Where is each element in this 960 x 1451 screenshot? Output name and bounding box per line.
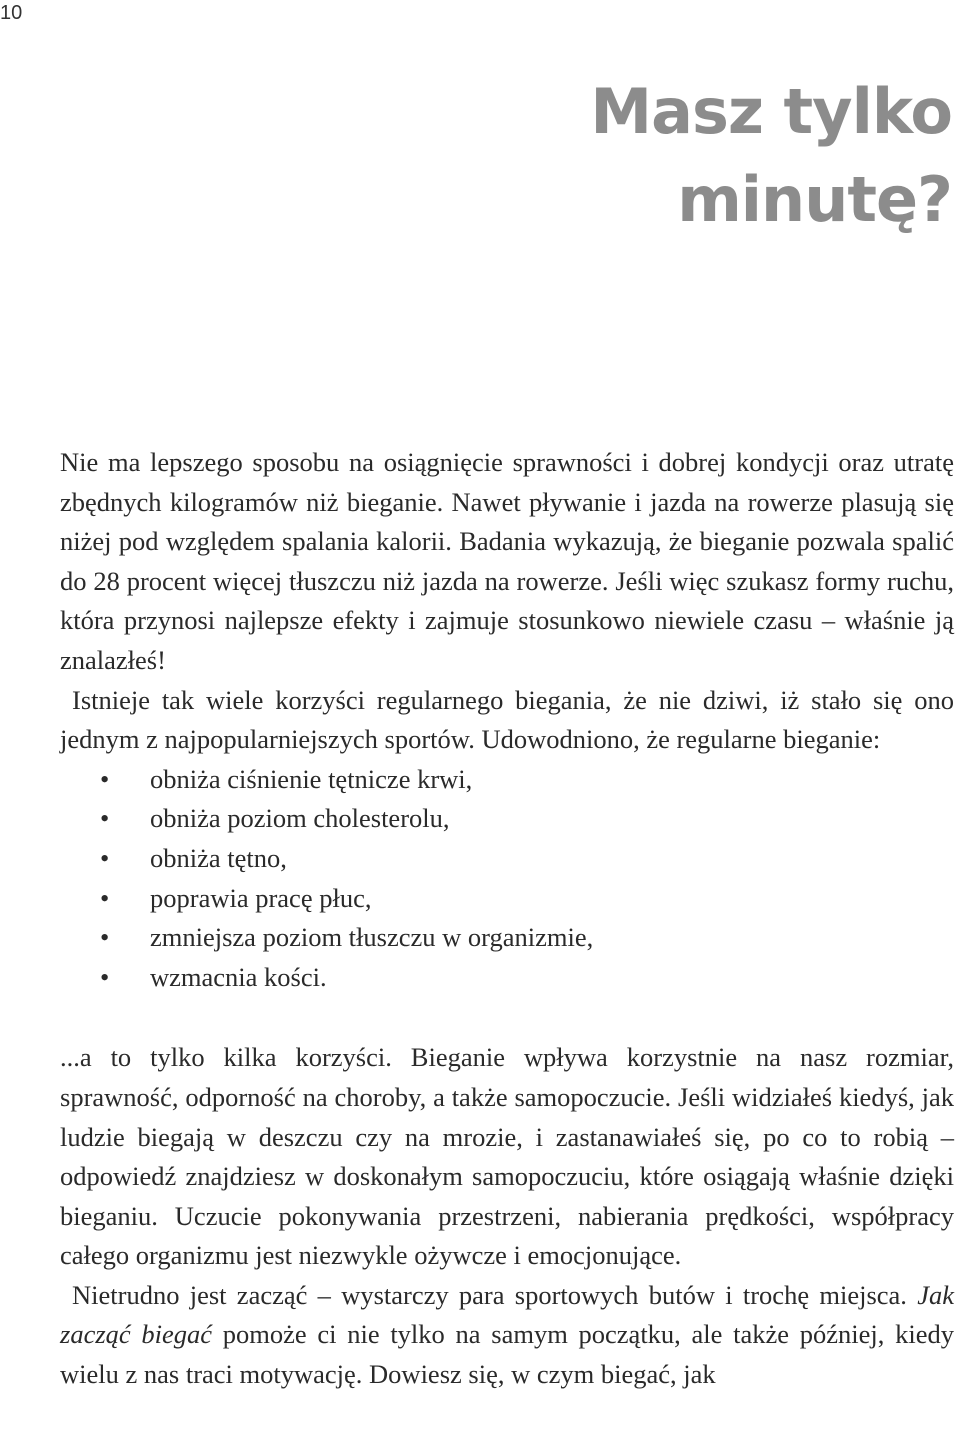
bullet-icon: •	[100, 922, 110, 953]
book-title-reference: Jak zacząć biegać	[60, 1279, 954, 1350]
chapter-title-line-2: minutę?	[677, 163, 952, 236]
list-item-text: obniża ciśnienie tętnicze krwi,	[150, 763, 473, 794]
list-item	[60, 760, 954, 800]
chapter-title	[590, 68, 952, 244]
list-item	[60, 918, 954, 958]
benefits-list	[60, 760, 954, 998]
paragraph-getting-started	[60, 1276, 954, 1395]
list-item	[60, 799, 954, 839]
paragraph-more-benefits: ...a to tylko kilka korzyści. Bieganie wpływa korzystnie na nasz rozmiar, sprawność, odporność na choroby, a także samopoczucie. Jeśli widziałeś kiedyś, jak ludzie biegają w deszczu czy na mrozie, i zastanawiałeś się, po co to robią – odpowiedź znajdziesz w doskonałym samopoczuciu, które osiągają właśnie dzięki bieganiu. Uczucie pokonywania przestrzeni, nabierania prędkości, współpracy całego organizmu jest niezwykle ożywcze i emocjonujące.	[60, 1042, 954, 1271]
bullet-icon: •	[100, 803, 110, 834]
paragraph-benefits-intro: Istnieje tak wiele korzyści regularnego biegania, że nie dziwi, iż stało się ono jednym z najpopularniejszych sportów. Udowodniono, że regularne bieganie:	[60, 684, 954, 755]
chapter-title-line-1: Masz tylko	[590, 75, 952, 148]
bullet-icon: •	[100, 882, 110, 913]
page-number: 10	[0, 2, 23, 24]
list-item	[60, 879, 954, 919]
bullet-icon: •	[100, 961, 110, 992]
paragraph-getting-started-start: Nietrudno jest zacząć – wystarczy para sportowych butów i trochę miejsca.	[72, 1279, 907, 1310]
bullet-icon: •	[100, 763, 110, 794]
bullet-icon: •	[100, 842, 110, 873]
paragraph-getting-started-end: pomoże ci nie tylko na samym początku, ale także później, kiedy wielu z nas traci motywację. Dowiesz się, w czym biegać, jak	[60, 1319, 954, 1390]
paragraph-intro: Nie ma lepszego sposobu na osiągnięcie sprawności i dobrej kondycji oraz utratę zbędnych kilogramów niż bieganie. Nawet pływanie i jazda na rowerze plasują się niżej pod względem spalania kalorii. Badania wykazują, że bieganie pozwala spalić do 28 procent więcej tłuszczu niż jazda na rowerze. Jeśli więc szukasz formy ruchu, która przynosi najlepsze efekty i zajmuje stosunkowo niewiele czasu – właśnie ją znalazłeś!	[60, 447, 954, 675]
spacer	[60, 997, 954, 1038]
list-item-text: obniża poziom cholesterolu,	[150, 803, 450, 834]
list-item-text: poprawia pracę płuc,	[150, 882, 372, 913]
list-item	[60, 958, 954, 998]
list-item	[60, 839, 954, 879]
body-text	[60, 443, 954, 1395]
list-item-text: wzmacnia kości.	[150, 961, 327, 992]
list-item-text: zmniejsza poziom tłuszczu w organizmie,	[150, 922, 594, 953]
list-item-text: obniża tętno,	[150, 842, 287, 873]
